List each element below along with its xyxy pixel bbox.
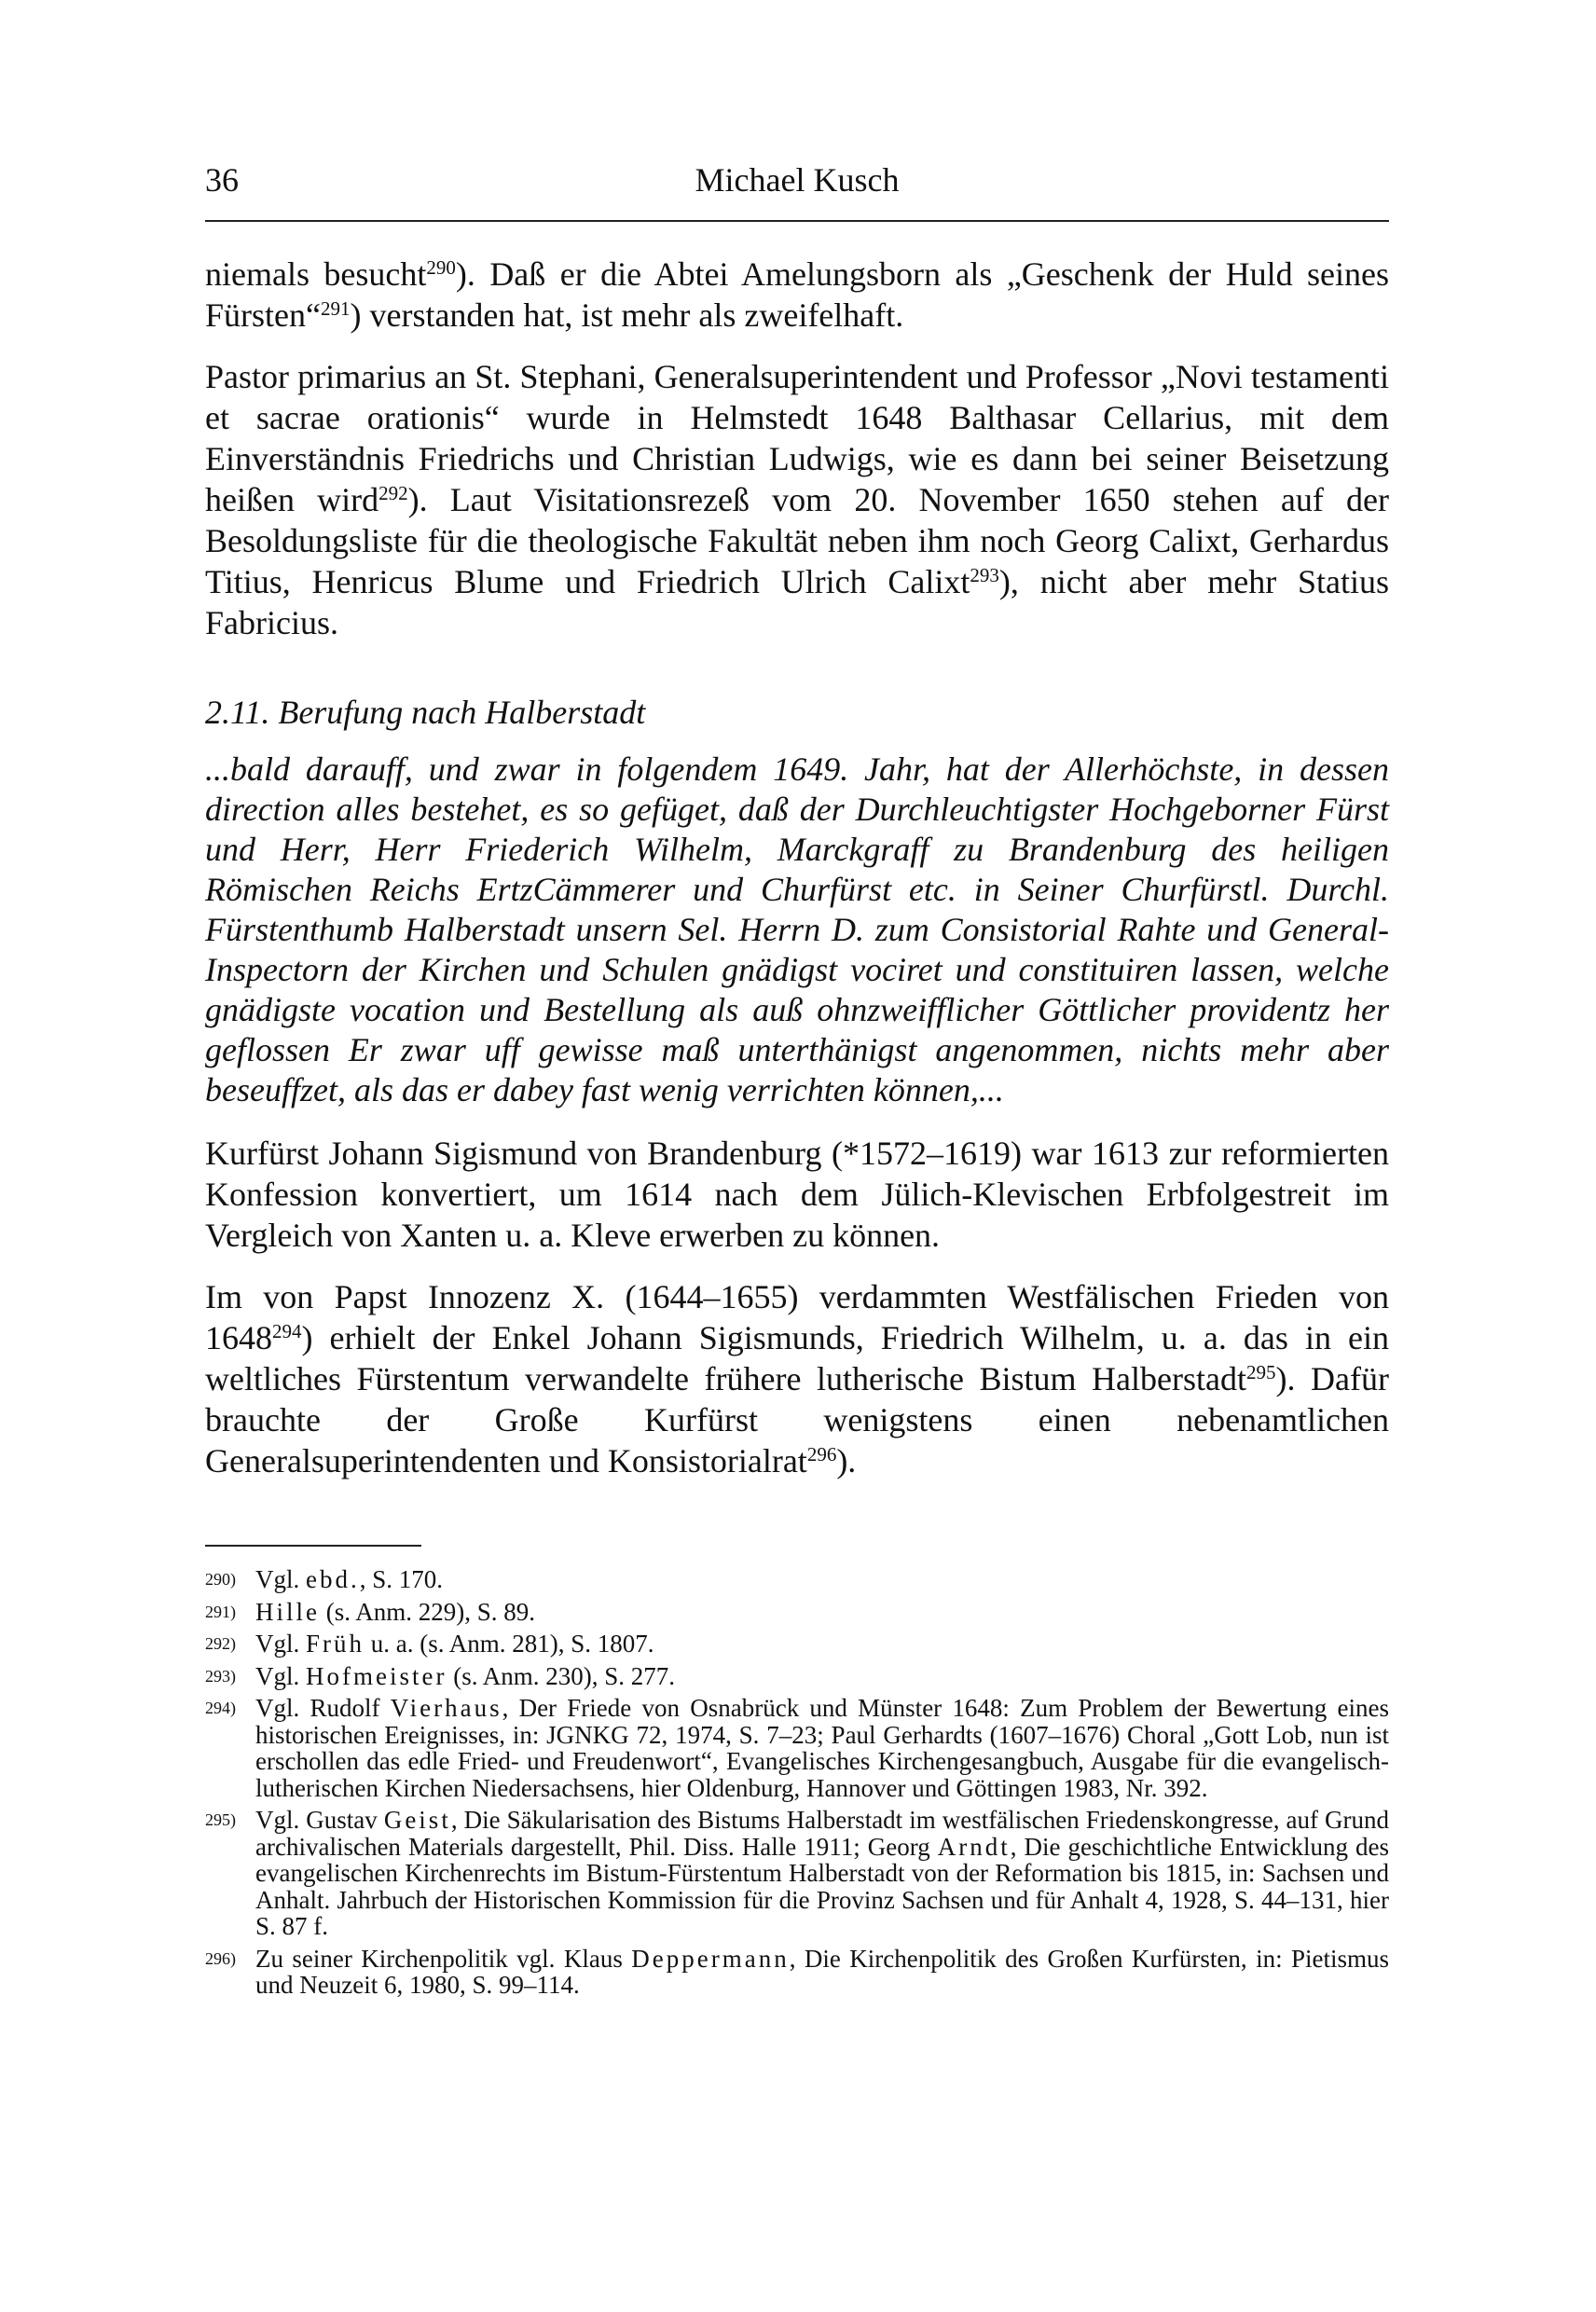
main-text [205, 254, 1389, 1502]
footnote-ref-295[interactable]: 295 [1246, 1361, 1276, 1383]
footnote-ref-292[interactable]: 292 [378, 482, 408, 504]
section-heading: 2.11. Berufung nach Halberstadt [205, 694, 646, 731]
footnote-number: 294) [205, 1699, 236, 1717]
author-name: Früh [306, 1630, 365, 1658]
author-name: Hille [255, 1597, 320, 1626]
block-quote: ...bald darauff, und zwar in folgendem 1649. Jahr, hat der Allerhöchste, in dessen direction alles bestehet, es so gefüget, daß der Durchleuchtigster Hochgeborner Fürst und Herr, Herr Friederich Wilhelm, Marckgraff zu Brandenburg des heiligen Römischen Reichs ErtzCämmerer und Churfürst etc. in Seiner Churfürstl. Durchl. Fürstenthumb Halberstadt unsern Sel. Herrn D. zum Consistorial Rahte und General-Inspectorn der Kirchen und Schulen gnädigst vociret und constituiren lassen, welche gnädigste vocation und Bestellung als auß ohnzweifflicher Göttlicher providentz her geflossen Er zwar uff gewisse maß unterthänigst angenommen, nichts mehr aber beseuffzet, als das er dabey fast wenig verrichten können,... [205, 750, 1389, 1108]
running-title: Michael Kusch [695, 161, 900, 199]
author-name: Geist [383, 1806, 451, 1834]
paragraph-4: Im von Papst Innozenz X. (1644–1655) verdammten Westfälischen Frieden von 1648$^{294}$) erhielt der Enkel Johann Sigismunds, Friedrich Wilhelm, u. a. das in ein weltliches Fürstentum verwandelte frühere lutherische Bistum Halberstadt$^{295}$). Dafür brauchte der Große Kurfürst wenigstens einen nebenamtlichen Generalsuperintendenten und Konsistorialrat$^{296}$). [205, 1278, 1389, 1479]
footnote: 291) Hille (s. Anm. 229), S. 89. [205, 1597, 536, 1626]
footnote-ref-296[interactable]: 296 [806, 1443, 837, 1466]
author-name: Arndt [937, 1832, 1011, 1861]
footnote-ref-291[interactable]: 291 [320, 297, 351, 320]
footnote-number: 292) [205, 1634, 236, 1653]
paragraph-2: Pastor primarius an St. Stephani, Generalsuperintendent und Professor „Novi testamenti et sacrae orationis“ wurde in Helmstedt 1648 Balthasar Cellarius, mit dem Einverständnis Friedrichs und Christian Ludwigs, wie es dann bei seiner Beisetzung heißen wird$^{292}$). Laut Visitationsrezeß vom 20. November 1650 stehen auf der Besoldungsliste für die theologische Fakultät neben ihm noch Georg Calixt, Gerhardus Titius, Henricus Blume und Friedrich Ulrich Calixt$^{293}$), nicht aber mehr Statius Fabricius. [205, 358, 1389, 641]
paragraph-1: niemals besucht$^{290}$). Daß er die Abtei Amelungsborn als „Geschenk der Huld seines Fürsten“$^{291}$) verstanden hat, ist mehr als zweifelhaft. [205, 255, 1389, 334]
footnotes [205, 1566, 1389, 2004]
footnote-number: 296) [205, 1948, 236, 1968]
header-rule [205, 220, 1389, 222]
footnote: 293) Vgl. Hofmeister (s. Anm. 230), S. 277. [205, 1661, 675, 1690]
footnote-ref-293[interactable]: 293 [970, 564, 999, 586]
author-name: Deppermann [631, 1944, 790, 1973]
footnote-number: 291) [205, 1602, 236, 1621]
footnote-number: 295) [205, 1810, 236, 1829]
author-name: ebd. [306, 1565, 360, 1593]
footnote-ref-294[interactable]: 294 [272, 1320, 302, 1342]
footnote-ref-290[interactable]: 290 [426, 256, 456, 279]
footnote: 290) Vgl. ebd., S. 170. [205, 1565, 444, 1593]
author-name: Hofmeister [306, 1661, 447, 1690]
footnote-number: 293) [205, 1666, 236, 1686]
footnote: 295) Vgl. Gustav Geist, Die Säkularisation des Bistums Halberstadt im westfälischen Friedenskongresse, auf Grund archivalischen Materials dargestellt, Phil. Diss. Halle 1911; Georg Arndt, Die geschichtliche Entwicklung des evangelischen Kirchenrechts im Bistum-Fürstentum Halberstadt von der Reformation bis 1815, in: Sachsen und Anhalt. Jahrbuch der Historischen Kommission für die Provinz Sachsen und für Anhalt 4, 1928, S. 44–131, hier S. 87 f. [205, 1806, 1390, 1940]
footnote: 296) Zu seiner Kirchenpolitik vgl. Klaus Deppermann, Die Kirchenpolitik des Großen Kurfürsten, in: Pietismus und Neuzeit 6, 1980, S. 99–114. [205, 1944, 1390, 1999]
footnote: 292) Vgl. Früh u. a. (s. Anm. 281), S. 1807. [205, 1630, 654, 1658]
footnote-number: 290) [205, 1570, 236, 1589]
author-name: Vierhaus [390, 1694, 502, 1722]
page-number: 36 [205, 161, 239, 199]
paragraph-3: Kurfürst Johann Sigismund von Brandenburg (*1572–1619) war 1613 zur reformierten Konfession konvertiert, um 1614 nach dem Jülich-Klevischen Erbfolgestreit im Vergleich von Xanten u. a. Kleve erwerben zu können. [205, 1135, 1389, 1254]
footnote: 294) Vgl. Rudolf Vierhaus, Der Friede von Osnabrück und Münster 1648: Zum Problem der Bewertung eines historischen Ereignisses, in: JGNKG 72, 1974, S. 7–23; Paul Gerhardts (1607–1676) Choral „Gott Lob, nun ist erschollen das edle Fried- und Freudenwort“, Evangelisches Kirchengesangbuch, Ausgabe für die evangelisch-lutherischen Kirchen Niedersachsens, hier Oldenburg, Hannover und Göttingen 1983, Nr. 392. [205, 1694, 1389, 1802]
footnote-rule [205, 1545, 421, 1547]
page-header [205, 160, 1389, 207]
